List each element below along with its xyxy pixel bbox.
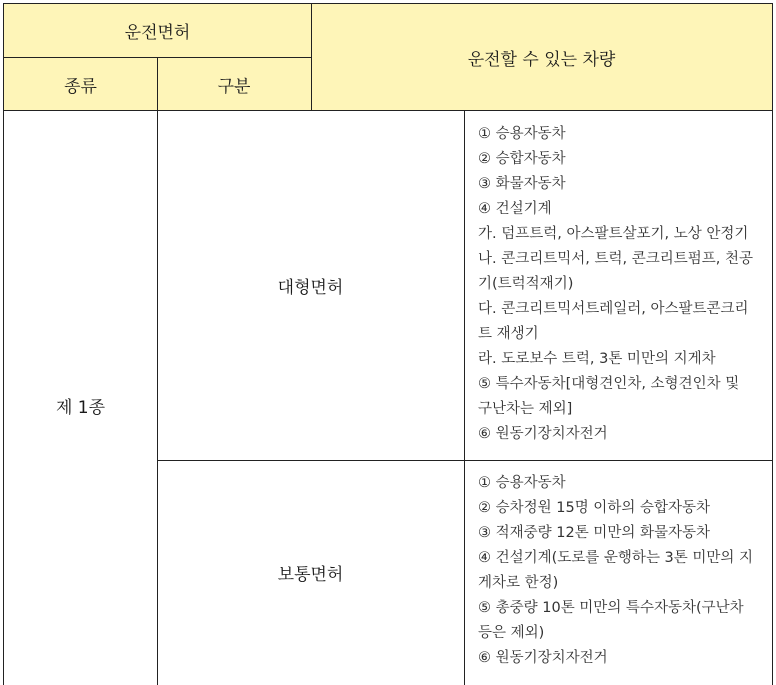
vehicle-list-item: ⑤ 총중량 10톤 미만의 특수자동차(구난차	[478, 600, 744, 616]
vehicle-list-item: 나. 콘크리트믹서, 트럭, 콘크리트펌프, 천공	[478, 251, 753, 267]
vehicle-list-item: 다. 콘크리트믹서트레일러, 아스팔트콘크리	[478, 301, 749, 317]
vehicle-list-item: ⑥ 원동기장치자전거	[478, 426, 608, 442]
vehicle-list-item: 가. 덤프트럭, 아스팔트살포기, 노상 안정기	[478, 226, 749, 242]
vehicle-list-item: ① 승용자동차	[478, 126, 566, 142]
header-license-label: 운전면허	[124, 23, 191, 43]
border-header-bottom	[3, 110, 773, 111]
row-type-label: 제 1종	[55, 397, 106, 418]
row-type-cell	[4, 111, 157, 685]
border-top	[3, 3, 773, 4]
border-col-vehicles	[464, 111, 465, 685]
category-cell-large	[157, 111, 464, 460]
vehicle-list-item: ③ 적재중량 12톤 미만의 화물자동차	[478, 525, 710, 541]
border-left	[3, 3, 4, 685]
vehicle-list-item: 구난차는 제외]	[478, 401, 573, 417]
vehicle-list-large	[478, 122, 753, 447]
border-right	[772, 3, 773, 685]
header-vehicles-label: 운전할 수 있는 차량	[467, 50, 616, 70]
border-row-divider	[157, 460, 773, 461]
header-vehicles	[311, 4, 772, 111]
vehicle-list-item: 기(트럭적재기)	[478, 276, 574, 292]
vehicle-list-item: 라. 도로보수 트럭, 3톤 미만의 지게차	[478, 351, 716, 367]
border-col-type	[157, 57, 158, 685]
vehicle-list-item: ④ 건설기계(도로를 운행하는 3톤 미만의 지	[478, 550, 754, 566]
vehicle-list-item: ⑥ 원동기장치자전거	[478, 650, 608, 666]
vehicle-list-item: ⑤ 특수자동차[대형견인차, 소형견인차 및	[478, 376, 740, 392]
vehicle-list-item: 게차로 한정)	[478, 575, 559, 591]
vehicle-list-item: 등은 제외)	[478, 625, 545, 641]
vehicle-list-regular	[478, 471, 753, 671]
header-license	[4, 4, 311, 57]
vehicle-list-item: ④ 건설기계	[478, 201, 552, 217]
header-type-label: 종류	[64, 76, 97, 97]
vehicle-list-item: ① 승용자동차	[478, 475, 566, 491]
header-type	[4, 57, 157, 111]
header-category-label: 구분	[217, 76, 251, 97]
vehicle-list-item: ② 승차정원 15명 이하의 승합자동차	[478, 500, 710, 516]
vehicle-list-item: 트 재생기	[478, 326, 539, 342]
category-label-large: 대형면허	[277, 278, 344, 298]
vehicle-list-item: ② 승합자동차	[478, 151, 566, 167]
category-label-regular: 보통면허	[277, 565, 344, 585]
header-category	[157, 57, 311, 111]
category-cell-regular	[157, 460, 464, 685]
vehicle-list-item: ③ 화물자동차	[478, 176, 566, 192]
border-col-header-vehicles	[311, 3, 312, 111]
